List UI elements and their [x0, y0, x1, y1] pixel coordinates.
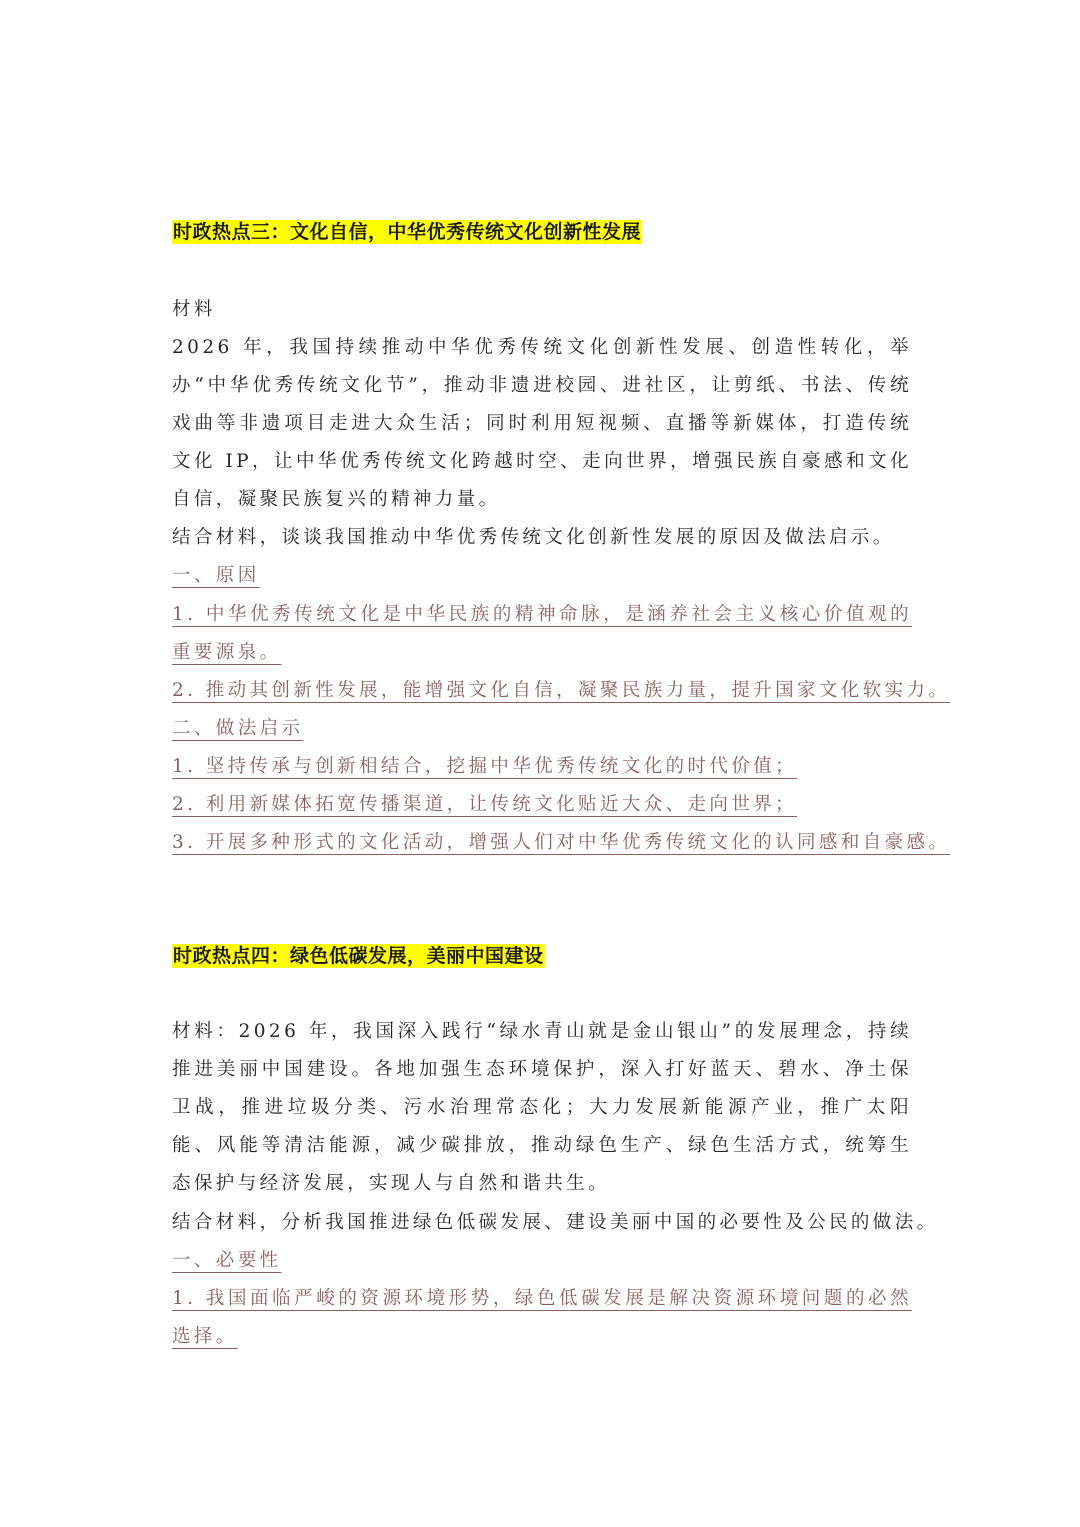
section4-part1-heading-text: 一、必要性 — [172, 1250, 282, 1271]
section4-part1-heading — [172, 1248, 912, 1274]
section3-title: 时政热点三：文化自信，中华优秀传统文化创新性发展 — [173, 221, 642, 243]
section3-part2-heading-text: 二、做法启示 — [172, 718, 304, 739]
section3-question: 结合材料，谈谈我国推动中华优秀传统文化创新性发展的原因及做法启示。 — [172, 527, 895, 548]
section3-part1-heading-text: 一、原因 — [172, 565, 260, 586]
section3-part2-item-1 — [172, 754, 912, 780]
section4-part1-item-1-text: 1. 我国面临严峻的资源环境形势，绿色低碳发展是解决资源环境问题的必然选择。 — [172, 1288, 912, 1347]
section3-part2-item-3 — [172, 830, 951, 856]
section3-part1-item-2 — [172, 678, 951, 704]
section4-material-text: 材料：2026 年，我国深入践行“绿水青山就是金山银山”的发展理念，持续推进美丽中国建设。各地加强生态环境保护，深入打好蓝天、碧水、净土保卫战，推进垃圾分类、污水治理常态化；大力发展新能源产业，推广太阳能、风能等清洁能源，减少碳排放，推动绿色生产、绿色生活方式，统筹生态保护与经济发展，实现人与自然和谐共生。 — [172, 1021, 912, 1194]
section3-part2-item-2-text: 2. 利用新媒体拓宽传播渠道，让传统文化贴近大众、走向世界； — [172, 794, 798, 815]
section3-part1-item-1-text: 1. 中华优秀传统文化是中华民族的精神命脉，是涵养社会主义核心价值观的重要源泉。 — [172, 604, 912, 663]
section3-part2-item-3-text: 3. 开展多种形式的文化活动，增强人们对中华优秀传统文化的认同感和自豪感。 — [172, 832, 951, 853]
section3-part1-item-2-text: 2. 推动其创新性发展，能增强文化自信，凝聚民族力量，提升国家文化软实力。 — [172, 680, 951, 701]
section4-part1-item-1 — [172, 1280, 912, 1356]
section4-question: 结合材料，分析我国推进绿色低碳发展、建设美丽中国的必要性及公民的做法。 — [172, 1212, 939, 1233]
section3-material-label: 材料 — [172, 299, 216, 320]
section3-material-text: 2026 年，我国持续推动中华优秀传统文化创新性发展、创造性转化，举办“中华优秀传统文化节”，推动非遗进校园、进社区，让剪纸、书法、传统戏曲等非遗项目走进大众生活；同时利用短视频、直播等新媒体，打造传统文化 IP，让中华优秀传统文化跨越时空、走向世界，增强民族自豪感和文化自信，凝聚民族复兴的精神力量。 — [172, 337, 912, 510]
section3-part1-item-1 — [172, 596, 912, 672]
section4-title: 时政热点四：绿色低碳发展，美丽中国建设 — [173, 945, 544, 967]
section3-part2-heading — [172, 716, 912, 742]
section3-part2-item-1-text: 1. 坚持传承与创新相结合，挖掘中华优秀传统文化的时代价值； — [172, 756, 798, 777]
section3-part2-item-2 — [172, 792, 912, 818]
section3-part1-heading — [172, 563, 912, 589]
